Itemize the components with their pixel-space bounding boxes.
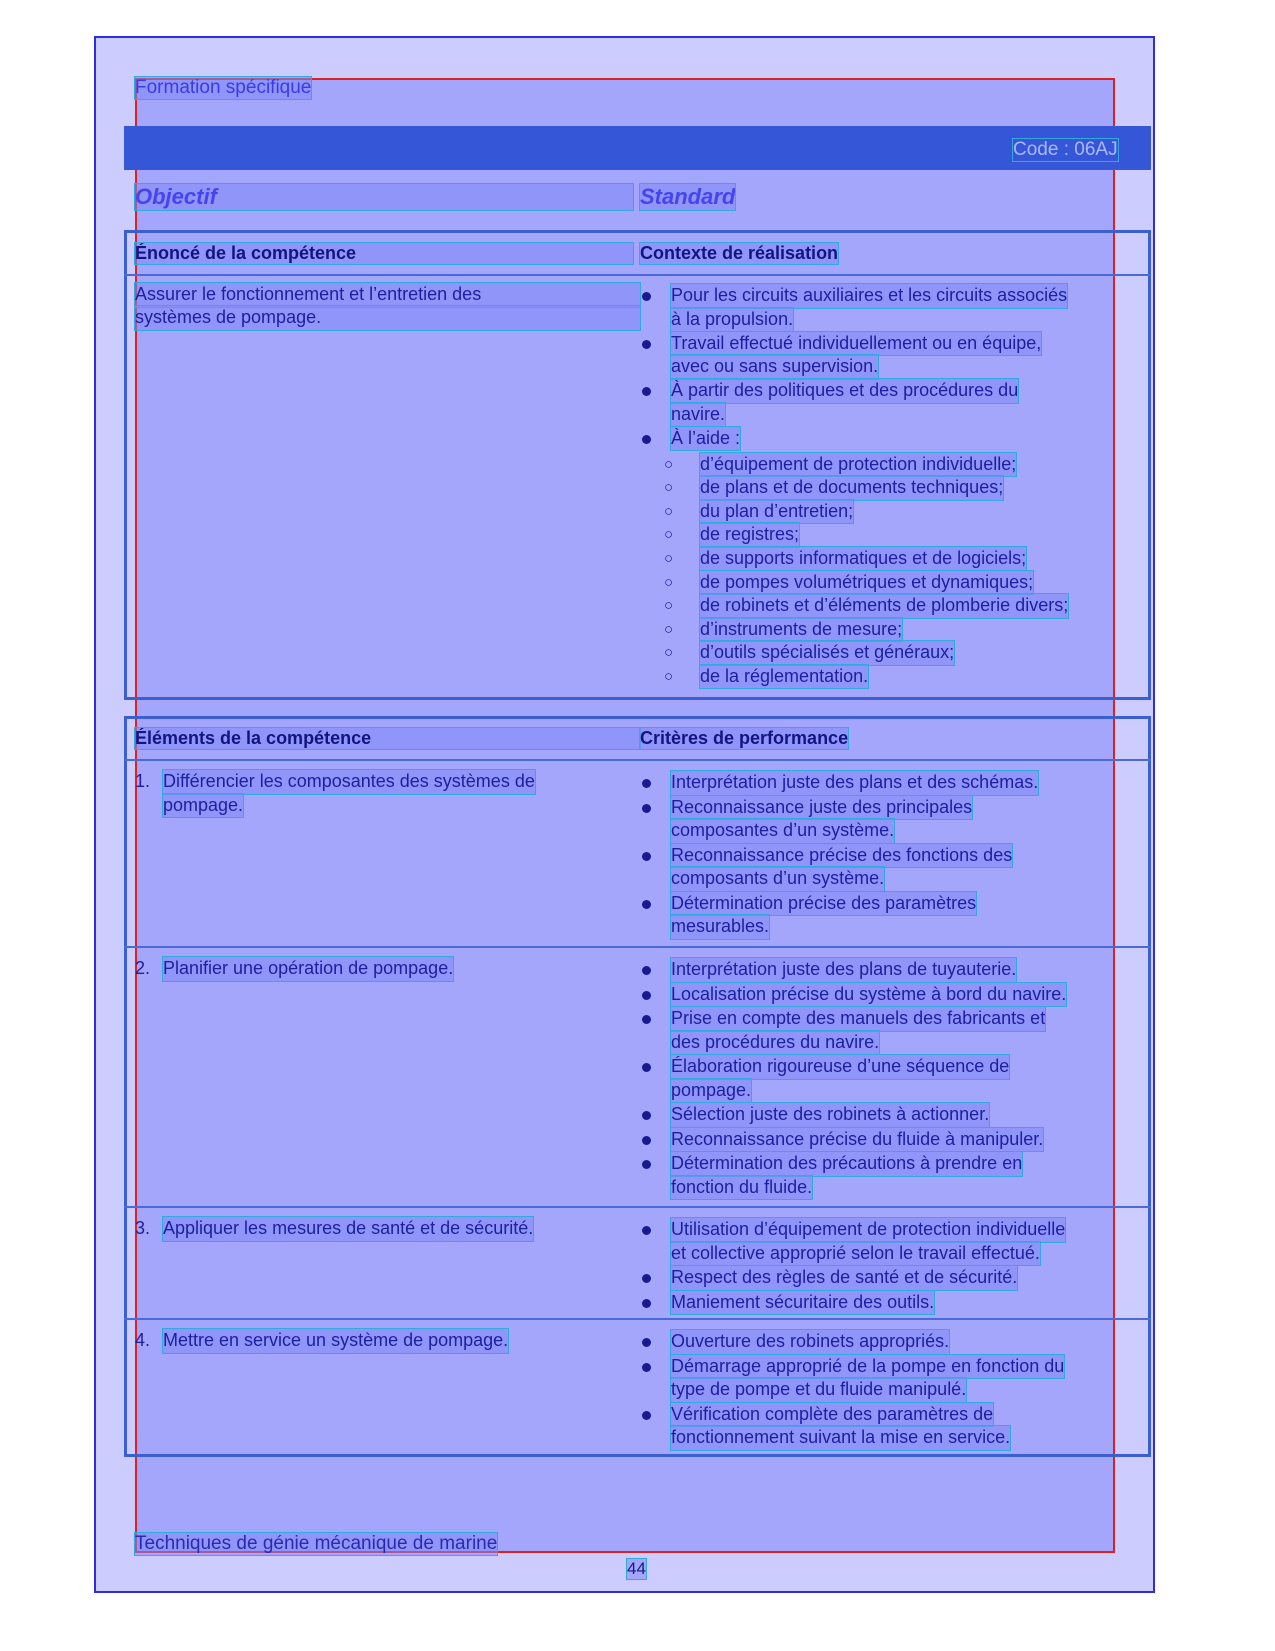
criteria-bullet bbox=[642, 1411, 651, 1420]
table2-header-divider bbox=[124, 759, 1151, 761]
criteria-line: Reconnaissance précise du fluide à manipuler. bbox=[671, 1128, 1043, 1152]
element-number: 3. bbox=[135, 1218, 151, 1238]
statement-line-2: systèmes de pompage. bbox=[135, 306, 640, 330]
code-label: Code : 06AJ bbox=[1013, 139, 1118, 160]
criteria-bullet bbox=[642, 852, 651, 861]
criteria-line: fonction du fluide. bbox=[671, 1176, 812, 1200]
row-divider-2 bbox=[124, 1206, 1151, 1208]
sub-bullet-marker: ○ bbox=[664, 502, 674, 520]
context-line: navire. bbox=[671, 403, 725, 427]
criteria-line: Détermination précise des paramètres bbox=[671, 892, 976, 916]
criteria-line: Démarrage approprié de la pompe en fonction du bbox=[671, 1355, 1064, 1379]
element-number: 2. bbox=[135, 958, 151, 978]
criteria-bullet bbox=[642, 1338, 651, 1347]
code-bar bbox=[124, 126, 1151, 170]
statement-line-1: Assurer le fonctionnement et l’entretien des bbox=[135, 283, 640, 307]
criteria-bullet bbox=[642, 779, 651, 788]
sub-bullet-marker: ○ bbox=[664, 526, 674, 544]
row-divider-3 bbox=[124, 1318, 1151, 1320]
criteria-line: type de pompe et du fluide manipulé. bbox=[671, 1378, 966, 1402]
aide-item: de supports informatiques et de logiciels; bbox=[700, 547, 1026, 571]
aide-item: du plan d’entretien; bbox=[700, 500, 853, 524]
context-line: À l’aide : bbox=[671, 427, 740, 451]
criteria-line: composantes d’un système. bbox=[671, 819, 894, 843]
element-text: Mettre en service un système de pompage. bbox=[163, 1329, 508, 1353]
criteria-line: Localisation précise du système à bord du navire. bbox=[671, 983, 1066, 1007]
criteria-line: pompage. bbox=[671, 1079, 751, 1103]
criteria-bullet bbox=[642, 1363, 651, 1372]
context-bullet bbox=[642, 435, 651, 444]
objective-title: Objectif bbox=[135, 184, 633, 210]
criteria-bullet bbox=[642, 1160, 651, 1169]
aide-item: de pompes volumétriques et dynamiques; bbox=[700, 571, 1033, 595]
sub-bullet-marker: ○ bbox=[664, 667, 674, 685]
criteria-line: et collective approprié selon le travail effectué. bbox=[671, 1242, 1040, 1266]
criteria-bullet bbox=[642, 1015, 651, 1024]
criteria-bullet bbox=[642, 991, 651, 1000]
sub-bullet-marker: ○ bbox=[664, 620, 674, 638]
element-number: 1. bbox=[135, 771, 151, 791]
table2-col2-header: Critères de performance bbox=[640, 728, 849, 748]
criteria-bullet bbox=[642, 900, 651, 909]
criteria-bullet bbox=[642, 1274, 651, 1283]
context-line: avec ou sans supervision. bbox=[671, 355, 878, 379]
context-line: Travail effectué individuellement ou en équipe, bbox=[671, 332, 1041, 356]
sub-bullet-marker: ○ bbox=[664, 455, 674, 473]
context-bullet bbox=[642, 340, 651, 349]
aide-item: d’équipement de protection individuelle; bbox=[700, 453, 1016, 477]
context-bullet bbox=[642, 387, 651, 396]
criteria-bullet bbox=[642, 804, 651, 813]
table1-header-divider bbox=[124, 274, 1151, 276]
sub-bullet-marker: ○ bbox=[664, 644, 674, 662]
criteria-line: Respect des règles de santé et de sécurité. bbox=[671, 1266, 1017, 1290]
criteria-bullet bbox=[642, 1111, 651, 1120]
sub-bullet-marker: ○ bbox=[664, 479, 674, 497]
footer-program: Techniques de génie mécanique de marine bbox=[135, 1533, 498, 1554]
criteria-line: Élaboration rigoureuse d’une séquence de bbox=[671, 1055, 1009, 1079]
criteria-bullet bbox=[642, 1226, 651, 1235]
context-line: à la propulsion. bbox=[671, 308, 793, 332]
element-text: pompage. bbox=[163, 794, 243, 818]
aide-item: de la réglementation. bbox=[700, 665, 868, 689]
table1-col2-header: Contexte de réalisation bbox=[640, 243, 839, 263]
table1-col1-header: Énoncé de la compétence bbox=[135, 243, 633, 264]
criteria-line: mesurables. bbox=[671, 915, 769, 939]
page-number: 44 bbox=[627, 1559, 646, 1578]
aide-item: de plans et de documents techniques; bbox=[700, 476, 1003, 500]
aide-item: de robinets et d’éléments de plomberie divers; bbox=[700, 594, 1068, 618]
criteria-line: Interprétation juste des plans de tuyauterie. bbox=[671, 958, 1016, 982]
criteria-line: Ouverture des robinets appropriés. bbox=[671, 1330, 949, 1354]
table2-col1-header: Éléments de la compétence bbox=[135, 728, 640, 749]
aide-item: d’instruments de mesure; bbox=[700, 618, 902, 642]
aide-item: de registres; bbox=[700, 523, 799, 547]
header-title: Formation spécifique bbox=[135, 77, 312, 98]
context-line: À partir des politiques et des procédures du bbox=[671, 379, 1018, 403]
context-line: Pour les circuits auxiliaires et les circuits associés bbox=[671, 284, 1067, 308]
element-number: 4. bbox=[135, 1330, 151, 1350]
criteria-line: fonctionnement suivant la mise en service. bbox=[671, 1426, 1010, 1450]
criteria-line: Utilisation d’équipement de protection individuelle bbox=[671, 1218, 1065, 1242]
element-text: Différencier les composantes des systèmes de bbox=[163, 770, 535, 794]
criteria-bullet bbox=[642, 1299, 651, 1308]
aide-item: d’outils spécialisés et généraux; bbox=[700, 641, 954, 665]
criteria-line: Vérification complète des paramètres de bbox=[671, 1403, 993, 1427]
sub-bullet-marker: ○ bbox=[664, 597, 674, 615]
row-divider-1 bbox=[124, 946, 1151, 948]
criteria-line: Interprétation juste des plans et des schémas. bbox=[671, 771, 1038, 795]
element-text: Appliquer les mesures de santé et de sécurité. bbox=[163, 1217, 533, 1241]
context-bullet bbox=[642, 292, 651, 301]
criteria-line: Sélection juste des robinets à actionner. bbox=[671, 1103, 989, 1127]
sub-bullet-marker: ○ bbox=[664, 573, 674, 591]
criteria-line: composants d’un système. bbox=[671, 867, 884, 891]
standard-title: Standard bbox=[640, 184, 736, 209]
criteria-line: Prise en compte des manuels des fabricants et bbox=[671, 1007, 1045, 1031]
criteria-line: Maniement sécuritaire des outils. bbox=[671, 1291, 934, 1315]
criteria-line: Détermination des précautions à prendre en bbox=[671, 1152, 1022, 1176]
criteria-bullet bbox=[642, 1136, 651, 1145]
criteria-line: Reconnaissance juste des principales bbox=[671, 796, 972, 820]
criteria-line: des procédures du navire. bbox=[671, 1031, 879, 1055]
criteria-line: Reconnaissance précise des fonctions des bbox=[671, 844, 1012, 868]
criteria-bullet bbox=[642, 966, 651, 975]
sub-bullet-marker: ○ bbox=[664, 549, 674, 567]
element-text: Planifier une opération de pompage. bbox=[163, 957, 453, 981]
criteria-bullet bbox=[642, 1063, 651, 1072]
